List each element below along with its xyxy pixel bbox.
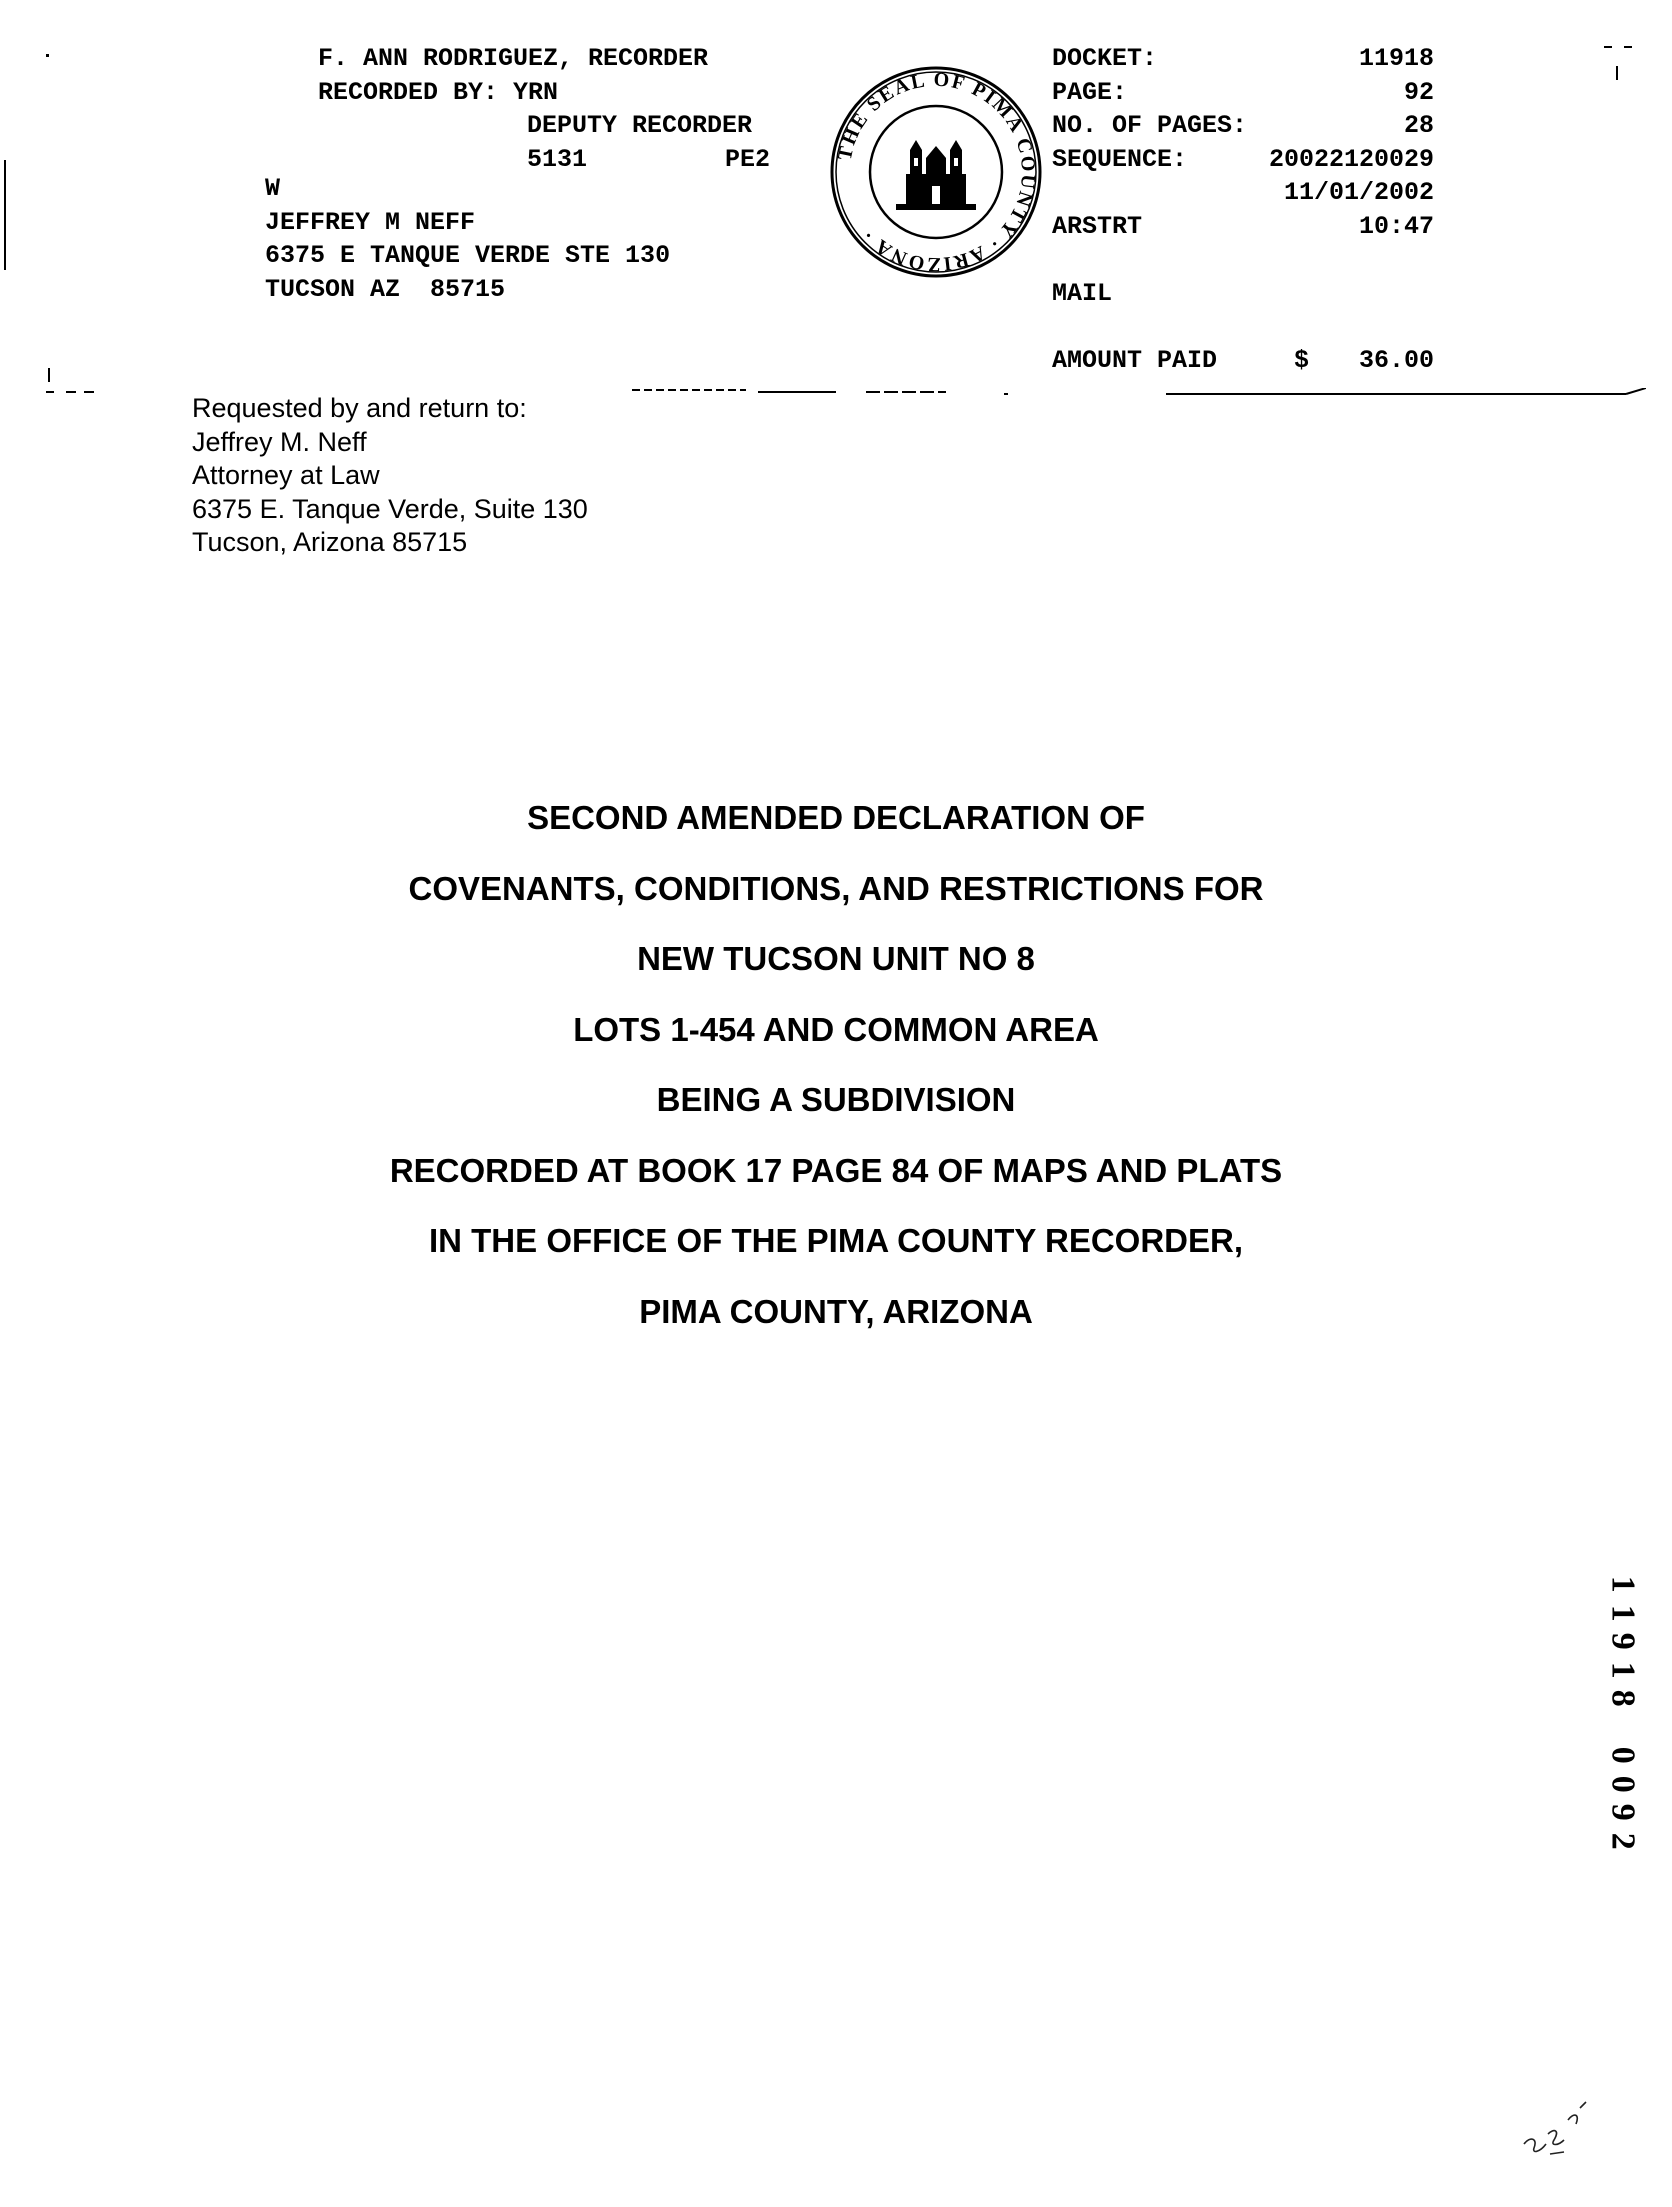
request-line: Jeffrey M. Neff [192,426,367,457]
margin-docket-number [1602,1570,1642,1855]
scan-mark [48,368,50,382]
mail-to-block [265,172,670,306]
scan-mark [1616,66,1618,80]
deputy-code: PE2 [725,144,771,174]
mail-to-city: TUCSON AZ 85715 [265,274,506,304]
mail-to-street: 6375 E TANQUE VERDE STE 130 [265,241,671,271]
sequence-row [1052,143,1434,177]
margin-digit: 0 [1604,1775,1642,1793]
type-label: ARSTRT [1052,211,1143,241]
amount-row [1052,344,1434,378]
amount-value: 36.00 [1358,346,1434,376]
handwritten-initials-icon [1520,2100,1600,2160]
sequence-value: 20022120029 [1268,144,1434,174]
recorder-name: F. ANN RODRIGUEZ, RECORDER [318,44,709,73]
title-line: PIMA COUNTY, ARIZONA [639,1292,1033,1330]
docket-label: DOCKET: [1052,44,1158,73]
title-line: IN THE OFFICE OF THE PIMA COUNTY RECORDER, [428,1222,1244,1259]
request-line: Attorney at Law [192,460,380,491]
title-line: BEING A SUBDIVISION [656,1081,1016,1118]
docket-row [1052,42,1434,76]
scan-mark [1604,46,1612,48]
margin-digit: 9 [1604,1803,1642,1821]
w-mark: W [265,174,281,203]
margin-digit: 1 [1604,1604,1642,1622]
delivery-label: MAIL [1052,279,1113,309]
margin-digit: 8 [1604,1689,1642,1707]
deputy-id: 5131 [527,144,588,174]
scan-mark [1624,46,1632,48]
amount-label: AMOUNT PAID [1052,346,1218,376]
margin-digit: 1 [1604,1575,1642,1593]
delivery-row [1052,277,1434,311]
title-line: RECORDED AT BOOK 17 PAGE 84 OF MAPS AND PLATS [389,1151,1283,1189]
scan-mark [46,54,49,57]
title-line: SECOND AMENDED DECLARATION OF [527,799,1145,836]
pages-label: NO. OF PAGES: [1052,111,1248,141]
mail-to-name: JEFFREY M NEFF [265,207,476,237]
request-block [192,392,588,560]
type-row [1052,210,1434,244]
amount-currency: $ [1293,346,1309,376]
page-label: PAGE: [1052,77,1128,107]
request-line: Requested by and return to: [192,393,527,423]
title-line: COVENANTS, CONDITIONS, AND RESTRICTIONS FOR [408,869,1264,907]
margin-digit: 9 [1604,1632,1642,1650]
title-line: LOTS 1-454 AND COMMON AREA [573,1010,1099,1048]
scan-mark [4,160,6,270]
pages-value: 28 [1403,111,1434,141]
pages-row [1052,109,1434,143]
request-line: Tucson, Arizona 85715 [192,527,468,558]
document-title [0,800,1672,1364]
date-row [1052,176,1434,210]
title-line: NEW TUCSON UNIT NO 8 [637,940,1035,977]
docket-table [1052,42,1434,378]
margin-digit: 2 [1604,1832,1642,1850]
date-value: 11/01/2002 [1283,178,1434,208]
deputy-recorder: DEPUTY RECORDER [527,111,753,141]
time-value: 10:47 [1358,211,1434,241]
pima-county-seal-icon [826,62,1046,282]
docket-value: 11918 [1358,44,1434,73]
recorder-stamp [318,42,770,176]
page-value: 92 [1403,77,1434,107]
request-line: 6375 E. Tanque Verde, Suite 130 [192,493,588,524]
recorded-by: RECORDED BY: YRN [318,77,559,107]
page-row [1052,76,1434,110]
margin-digit: 0 [1604,1746,1642,1764]
sequence-label: SEQUENCE: [1052,144,1188,174]
svg-text:THE SEAL OF PIMA COUNTY · ARIZ: THE SEAL OF PIMA COUNTY · ARIZONA · [833,68,1040,276]
margin-digit: 1 [1604,1661,1642,1679]
